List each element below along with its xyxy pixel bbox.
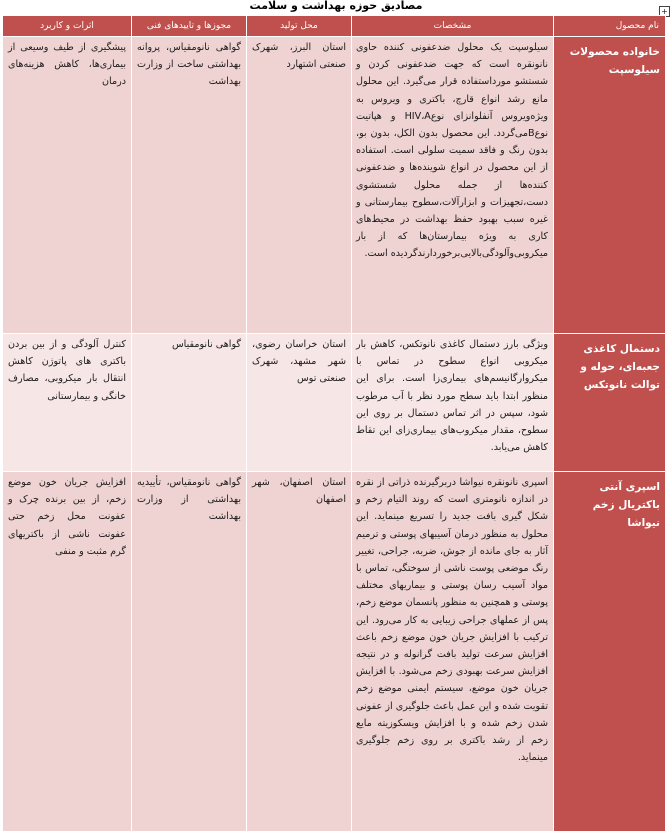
specs-cell: سیلوسپت یک محلول ضدعفونی کننده حاوی نانونقره است که جهت ضدعفونی کردن و شستشو مورداستفاده قرار می‌گیرد. این محلول مانع رشد انواع قارچ، باکتری و ویروس به ویژه‌ویروس آنفلوانزای نوعHIV،A و هپاتیت نوعBمی‌گردد. این محصول بدون الکل، بدون بو، بدون رنگ و فاقد سمیت سلولی است. استفاده از این محصول در انواع شوینده‌ها و ضدعفونی کننده‌ها از جمله محلول شستشوی دست،تجهیزات و ابزارآلات،سطوح بیمارستانی و غیره سبب بهبود حفظ بهداشت در محیط‌های کاری به ویژه بیمارستان‌ها که از بار میکروبی‌وآلودگی‌بالایی‌برخوردارند‌گردیده است. [352,37,554,334]
place-cell: استان اصفهان، شهر اصفهان [247,472,352,832]
specs-cell: اسپری نانونقره نیواشا دربرگیرنده ذراتی از نقره در اندازه نانومتری است که روند التیام زخم و شکل گیری بافت جدید را تسریع مینماید. این محلول به منظور درمان آسیبهای پوستی و ترمیم آثار به جای مانده از جوش، ضربه، جراحی، تغییر رنگ موضعی پوست ناشی از سوختگی، تماس با مواد آسیب رسان پوستی و بیماریهای مختلف پوستی و همچنین به منظور پانسمان موضع زخم، پس از عملهای جراحی زیبایی به کار می‌رود. این ترکیب با افزایش جریان خون موضع زخم باعث افزایش سرعت تولید بافت گرانوله و در نتیجه افزایش سرعت بهبودی زخم می‌شود. با افزایش جریان خون موضع، سیستم ایمنی موضع زخم تقویت شده و این عمل باعث جلوگیری از عفونی شدن زخم شده و با افزایش ویسکوزیته مایع زخم از رشد باکتری بر روی زخم جلوگیری مینماید. [352,472,554,832]
permits-cell: گواهی نانومقیاس [132,334,247,472]
table-row [3,334,666,472]
table-move-handle-icon[interactable]: + [659,6,670,17]
header-production-place: محل تولید [247,16,352,37]
products-table [2,15,666,832]
product-name-cell: اسپری آنتی باکتریال زخم نیواشا [554,472,666,832]
effects-cell: کنترل آلودگی و از بین بردن باکتری های پاتوژن کاهش انتقال بار میکروبی، مصارف خانگی و بیمارستانی [3,334,132,472]
table-row [3,472,666,832]
header-product-name: نام محصول [554,16,666,37]
effects-cell: افزایش جریان خون موضع زخم، از بین برنده چرک و عفونت محل زخم حتی عفونت ناشی از باکتریهای گرم مثبت و منفی [3,472,132,832]
table-row [3,37,666,334]
permits-cell: گواهی نانومقیاس، تأییدیه بهداشتی از وزارت بهداشت [132,472,247,832]
permits-cell: گواهی نانومقیاس، پروانه بهداشتی ساخت از وزارت بهداشت [132,37,247,334]
product-name-cell: دستمال کاغذی جعبه‌ای، حوله و توالت نانوتکس [554,334,666,472]
header-permits: مجوزها و تاییدهای فنی [132,16,247,37]
specs-cell: ویژگی بارز دستمال کاغذی نانوتکس، کاهش بار میکروبی انواع سطوح در تماس با میکروارگانیسم‌های بیماری‌زا است. برای این منظور ابتدا باید سطح مورد نظر با آب مرطوب شود، سپس در اثر تماس دستمال بر روی این سطوح، مقدار میکروب‌های بیماری‌زای این تقاط کاهش می‌یابد. [352,334,554,472]
page-title: مصادیق حوزه بهداشت و سلامت [249,0,423,12]
place-cell: استان خراسان رضوی، شهر مشهد، شهرک صنعتی توس [247,334,352,472]
effects-cell: پیشگیری از طیف وسیعی از بیماری‌ها، کاهش هزینه‌های درمان [3,37,132,334]
header-effects: اثرات و کاربرد [3,16,132,37]
table-header-row [3,16,666,37]
product-name-cell: خانواده محصولات سیلوسپت [554,37,666,334]
header-specs: مشخصات [352,16,554,37]
place-cell: استان البرز، شهرک صنعتی اشتهارد [247,37,352,334]
